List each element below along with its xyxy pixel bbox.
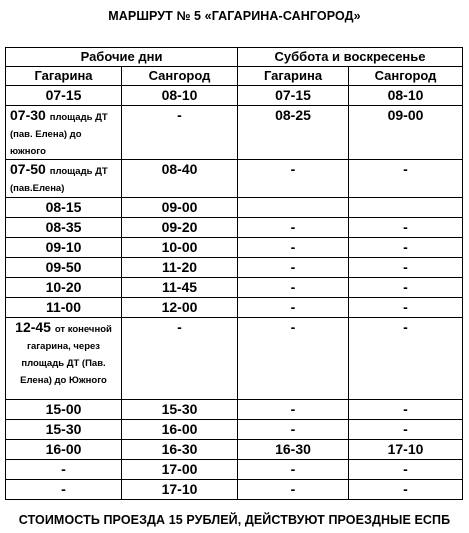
weekdays-gagarina-cell: 15-30 xyxy=(6,420,122,440)
table-row xyxy=(6,420,463,440)
weekdays-sangorod-cell: 11-45 xyxy=(122,278,238,298)
weekdays-sangorod-cell: 16-00 xyxy=(122,420,238,440)
weekend-sangorod-cell: - xyxy=(349,298,463,318)
weekdays-sangorod-cell: 08-40 xyxy=(122,160,238,198)
weekdays-gagarina-cell: 09-50 xyxy=(6,258,122,278)
weekend-gagarina-cell: - xyxy=(238,258,349,278)
table-row xyxy=(6,480,463,500)
departure-time: 07-50 xyxy=(10,161,46,177)
weekdays-gagarina-cell: - xyxy=(6,480,122,500)
weekdays-gagarina-cell: 08-15 xyxy=(6,198,122,218)
weekend-sangorod-cell: - xyxy=(349,278,463,298)
weekdays-from-a-header: Гагарина xyxy=(6,67,122,86)
weekend-gagarina-cell: - xyxy=(238,460,349,480)
weekend-sangorod-cell: 08-10 xyxy=(349,86,463,106)
table-row xyxy=(6,238,463,258)
weekdays-sangorod-cell: 09-20 xyxy=(122,218,238,238)
weekend-gagarina-cell: 08-25 xyxy=(238,106,349,160)
table-row xyxy=(6,400,463,420)
weekend-sangorod-cell: - xyxy=(349,258,463,278)
table-row xyxy=(6,460,463,480)
weekend-gagarina-cell xyxy=(238,198,349,218)
weekend-gagarina-cell: - xyxy=(238,238,349,258)
weekend-sangorod-cell: - xyxy=(349,480,463,500)
weekdays-sangorod-cell: 09-00 xyxy=(122,198,238,218)
weekend-gagarina-cell: - xyxy=(238,218,349,238)
weekdays-sangorod-cell: - xyxy=(122,318,238,400)
weekend-gagarina-cell: - xyxy=(238,160,349,198)
weekdays-sangorod-cell: 17-10 xyxy=(122,480,238,500)
weekend-sangorod-cell: 09-00 xyxy=(349,106,463,160)
table-row xyxy=(6,160,463,198)
weekdays-sangorod-cell: 10-00 xyxy=(122,238,238,258)
route-note: площадь ДТ (пав.Елена) xyxy=(10,166,108,194)
weekend-gagarina-cell: - xyxy=(238,278,349,298)
weekend-gagarina-cell: - xyxy=(238,480,349,500)
weekdays-gagarina-cell: 16-00 xyxy=(6,440,122,460)
fare-note: СТОИМОСТЬ ПРОЕЗДА 15 РУБЛЕЙ, ДЕЙСТВУЮТ ПРОЕЗДНЫЕ ЕСПБ xyxy=(18,513,451,527)
weekdays-sangorod-cell: 16-30 xyxy=(122,440,238,460)
weekend-gagarina-cell: - xyxy=(238,400,349,420)
weekdays-gagarina-cell: 09-10 xyxy=(6,238,122,258)
weekdays-gagarina-cell: 11-00 xyxy=(6,298,122,318)
weekend-sangorod-cell: - xyxy=(349,420,463,440)
weekdays-gagarina-cell: 08-35 xyxy=(6,218,122,238)
page-title: МАРШРУТ № 5 «ГАГАРИНА-САНГОРОД» xyxy=(108,9,361,23)
weekend-gagarina-cell: 16-30 xyxy=(238,440,349,460)
weekend-sangorod-cell: - xyxy=(349,238,463,258)
table-row xyxy=(6,106,463,160)
weekend-gagarina-cell: - xyxy=(238,318,349,400)
weekend-sangorod-cell: 17-10 xyxy=(349,440,463,460)
weekend-from-a-header: Гагарина xyxy=(238,67,349,86)
weekdays-sangorod-cell: - xyxy=(122,106,238,160)
table-row xyxy=(6,198,463,218)
weekend-sangorod-cell: - xyxy=(349,218,463,238)
table-row xyxy=(6,278,463,298)
weekend-sangorod-cell xyxy=(349,198,463,218)
weekend-gagarina-cell: 07-15 xyxy=(238,86,349,106)
weekend-from-b-header: Сангород xyxy=(349,67,463,86)
weekend-gagarina-cell: - xyxy=(238,298,349,318)
table-row xyxy=(6,318,463,400)
weekdays-header: Рабочие дни xyxy=(6,48,238,67)
weekdays-from-b-header: Сангород xyxy=(122,67,238,86)
weekdays-gagarina-cell xyxy=(6,106,122,160)
weekend-header: Суббота и воскресенье xyxy=(238,48,463,67)
table-row xyxy=(6,258,463,278)
weekdays-gagarina-cell: 10-20 xyxy=(6,278,122,298)
weekdays-gagarina-cell: - xyxy=(6,460,122,480)
weekend-gagarina-cell: - xyxy=(238,420,349,440)
table-row xyxy=(6,86,463,106)
route-note: площадь ДТ (пав. Елена) до южного xyxy=(10,112,108,157)
departure-time: 07-30 xyxy=(10,107,46,123)
weekdays-sangorod-cell: 17-00 xyxy=(122,460,238,480)
weekdays-sangorod-cell: 11-20 xyxy=(122,258,238,278)
schedule-table xyxy=(5,47,463,500)
table-row xyxy=(6,298,463,318)
weekdays-sangorod-cell: 15-30 xyxy=(122,400,238,420)
departure-time: 12-45 xyxy=(15,319,51,335)
weekdays-sangorod-cell: 12-00 xyxy=(122,298,238,318)
weekend-sangorod-cell: - xyxy=(349,160,463,198)
table-row xyxy=(6,218,463,238)
weekdays-gagarina-cell xyxy=(6,318,122,400)
weekdays-sangorod-cell: 08-10 xyxy=(122,86,238,106)
weekdays-gagarina-cell: 15-00 xyxy=(6,400,122,420)
weekdays-gagarina-cell xyxy=(6,160,122,198)
weekend-sangorod-cell: - xyxy=(349,318,463,400)
table-row xyxy=(6,440,463,460)
weekend-sangorod-cell: - xyxy=(349,460,463,480)
route-note: от конечной гагарина, через площадь ДТ (Пав. Елена) до Южного xyxy=(20,324,112,386)
weekdays-gagarina-cell: 07-15 xyxy=(6,86,122,106)
weekend-sangorod-cell: - xyxy=(349,400,463,420)
